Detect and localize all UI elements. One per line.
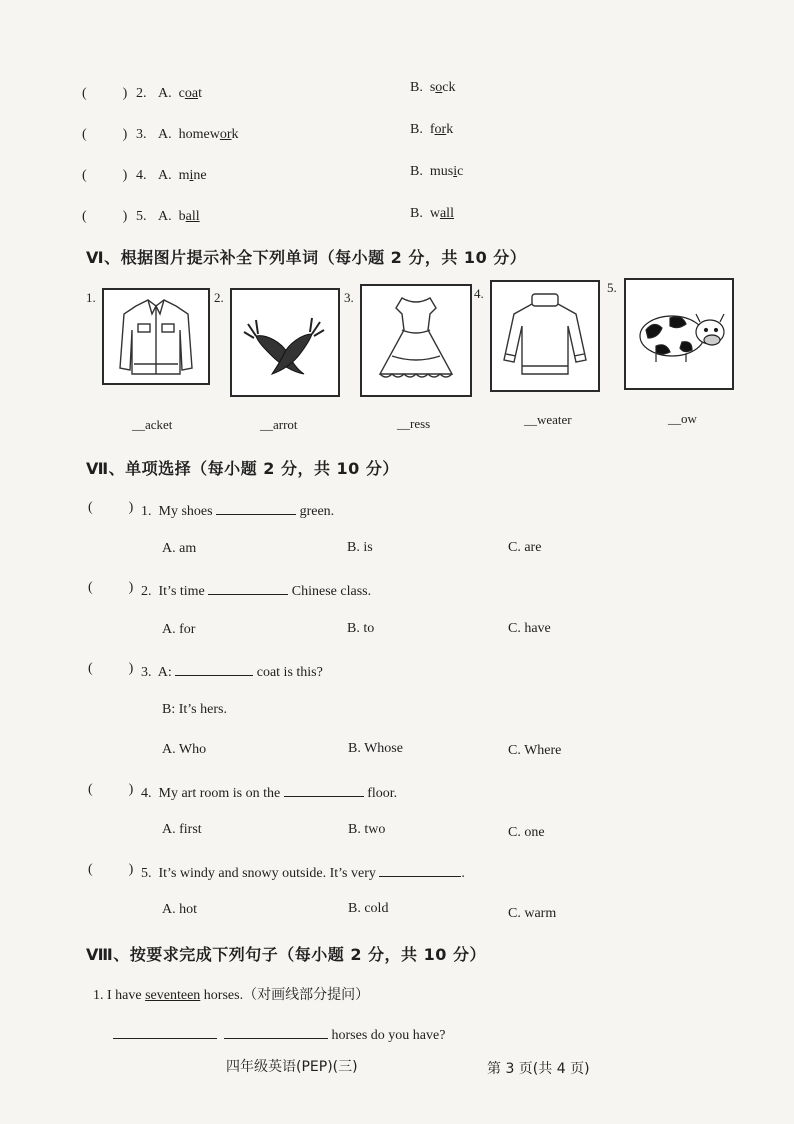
option-a[interactable]: A. Who [162, 742, 207, 757]
question-stem: My shoes [158, 504, 213, 519]
option-c[interactable]: C. are [508, 540, 542, 555]
option-a[interactable]: A. first [162, 822, 202, 837]
bracket-close: ) [122, 209, 128, 224]
option-b [410, 206, 454, 222]
word-part: k [446, 122, 454, 137]
fill-word[interactable]: __arrot [260, 417, 298, 432]
question-number: 5. [141, 866, 152, 881]
fill-word[interactable]: __weater [524, 412, 572, 427]
dress-icon [362, 286, 470, 395]
underlined-letters: or [219, 127, 232, 142]
question-text [93, 984, 369, 1004]
option-a [158, 168, 207, 184]
bracket-open: ( [88, 580, 93, 595]
answer-blank[interactable] [208, 580, 288, 595]
underlined-letters: o [435, 80, 443, 95]
answer-bracket[interactable] [82, 209, 127, 225]
answer-line [113, 1024, 445, 1044]
sweater-icon [492, 282, 598, 390]
section-viii-title: Ⅷ、按要求完成下列句子（每小题 2 分，共 10 分） [86, 945, 486, 964]
option-c[interactable]: C. one [508, 825, 545, 840]
picture-number: 3. [344, 290, 354, 305]
word-part: b [178, 209, 186, 224]
option-b[interactable]: B. is [347, 540, 373, 555]
underlined-letters: i [453, 164, 458, 179]
question-stem: My art room is on the [158, 786, 281, 801]
bracket-open: ( [88, 661, 93, 676]
word-part: s [429, 80, 436, 95]
option-b[interactable]: B. cold [348, 901, 389, 916]
answer-bracket[interactable] [88, 782, 133, 798]
question-number: 3. [136, 127, 147, 142]
fill-word[interactable]: __ress [397, 416, 431, 431]
option-label: B. [410, 80, 423, 95]
answer-bracket[interactable] [82, 127, 127, 143]
bracket-open: ( [82, 86, 87, 101]
option-b[interactable]: B. Whose [348, 741, 403, 756]
option-a[interactable]: A. for [162, 622, 196, 637]
option-b[interactable]: B. two [348, 822, 386, 837]
picture-frame [490, 280, 600, 392]
picture-frame [102, 288, 210, 385]
bracket-open: ( [82, 209, 87, 224]
underlined-word: seventeen [145, 988, 201, 1003]
option-a [158, 209, 200, 225]
question-number: 5. [136, 209, 147, 224]
dialogue-line: B: It’s hers. [162, 702, 227, 717]
option-c[interactable]: C. warm [508, 906, 557, 921]
underlined-letters: oa [184, 86, 199, 101]
bracket-close: ) [122, 168, 128, 183]
question-stem-end: coat is this? [256, 665, 323, 680]
option-label: A. [158, 127, 172, 142]
word-part: k [231, 127, 239, 142]
question-number: 2. [141, 584, 152, 599]
picture-frame [624, 278, 734, 390]
option-label: A. [158, 86, 172, 101]
option-b [410, 122, 453, 138]
option-a[interactable]: A. hot [162, 902, 197, 917]
question-text [141, 580, 371, 600]
question-stem-end: floor. [367, 786, 398, 801]
answer-bracket[interactable] [88, 580, 133, 596]
answer-blank[interactable] [113, 1024, 217, 1039]
answer-bracket[interactable] [82, 168, 127, 184]
word-part: homew [178, 127, 220, 142]
question-number: 2. [136, 86, 147, 101]
bracket-open: ( [88, 862, 93, 877]
footer-subject: 四年级英语(PEP)(三) [226, 1059, 358, 1075]
answer-bracket[interactable] [88, 862, 133, 878]
question-stem-end: Chinese class. [291, 584, 372, 599]
bracket-close: ) [128, 782, 134, 797]
underlined-letters: all [185, 209, 200, 224]
option-label: B. [410, 164, 423, 179]
option-b [410, 80, 456, 96]
answer-bracket[interactable] [88, 500, 133, 516]
bracket-close: ) [128, 862, 134, 877]
option-label: A. [158, 209, 172, 224]
question-text [141, 862, 465, 882]
picture-frame [230, 288, 340, 397]
word-part: ne [193, 168, 207, 183]
answer-blank[interactable] [175, 661, 253, 676]
question-text [141, 782, 397, 802]
picture-frame [360, 284, 472, 397]
question-number: 3. [141, 665, 152, 680]
answer-bracket[interactable] [88, 661, 133, 677]
bracket-close: ) [128, 661, 134, 676]
picture-number: 2. [214, 290, 224, 305]
answer-bracket[interactable] [82, 86, 127, 102]
picture-number: 5. [607, 280, 617, 295]
question-stem-end: green. [299, 504, 335, 519]
picture-number: 1. [86, 290, 96, 305]
bracket-open: ( [88, 500, 93, 515]
option-c[interactable]: C. have [508, 621, 551, 636]
option-a[interactable]: A. am [162, 541, 197, 556]
option-label: A. [158, 168, 172, 183]
bracket-close: ) [122, 127, 128, 142]
answer-blank[interactable] [216, 500, 296, 515]
picture-number: 4. [474, 286, 484, 301]
jacket-icon [104, 290, 208, 383]
carrot-icon [232, 290, 338, 395]
cow-icon [626, 280, 732, 388]
fill-word[interactable]: __ow [668, 411, 697, 426]
bracket-close: ) [122, 86, 128, 101]
bracket-open: ( [82, 127, 87, 142]
fill-word[interactable]: __acket [132, 417, 173, 432]
word-part: t [198, 86, 202, 101]
underlined-letters: i [189, 168, 194, 183]
bracket-open: ( [88, 782, 93, 797]
word-part: f [429, 122, 435, 137]
answer-blank[interactable] [379, 862, 461, 877]
question-stem: A: [157, 665, 172, 680]
word-part: mus [429, 164, 454, 179]
underlined-letters: all [439, 206, 454, 221]
section-vi-title: Ⅵ、根据图片提示补全下列单词（每小题 2 分，共 10 分） [86, 248, 527, 267]
bracket-open: ( [82, 168, 87, 183]
option-label: B. [410, 122, 423, 137]
question-stem-end: . [461, 866, 465, 881]
word-part: m [178, 168, 190, 183]
answer-tail: horses do you have? [331, 1028, 446, 1043]
word-part: c [178, 86, 185, 101]
page-number: 第 3 页(共 4 页) [487, 1061, 590, 1077]
option-label: B. [410, 206, 423, 221]
option-b[interactable]: B. to [347, 621, 375, 636]
question-text [141, 661, 323, 681]
bracket-close: ) [128, 580, 134, 595]
option-a [158, 127, 239, 143]
question-number: 1. [141, 504, 152, 519]
question-stem: 1. I have [93, 988, 142, 1003]
bracket-close: ) [128, 500, 134, 515]
option-c[interactable]: C. Where [508, 743, 562, 758]
underlined-letters: or [434, 122, 447, 137]
question-number: 4. [141, 786, 152, 801]
answer-blank[interactable] [224, 1024, 328, 1039]
question-instruction: horses.（对画线部分提问） [203, 988, 370, 1003]
section-vii-title: Ⅶ、单项选择（每小题 2 分，共 10 分） [86, 459, 399, 478]
question-text [141, 500, 334, 520]
option-b [410, 164, 463, 180]
question-stem: It’s time [158, 584, 205, 599]
option-a [158, 86, 202, 102]
word-part: c [457, 164, 464, 179]
question-stem: It’s windy and snowy outside. It’s very [158, 866, 376, 881]
question-number: 4. [136, 168, 147, 183]
word-part: w [429, 206, 440, 221]
word-part: ck [442, 80, 456, 95]
answer-blank[interactable] [284, 782, 364, 797]
